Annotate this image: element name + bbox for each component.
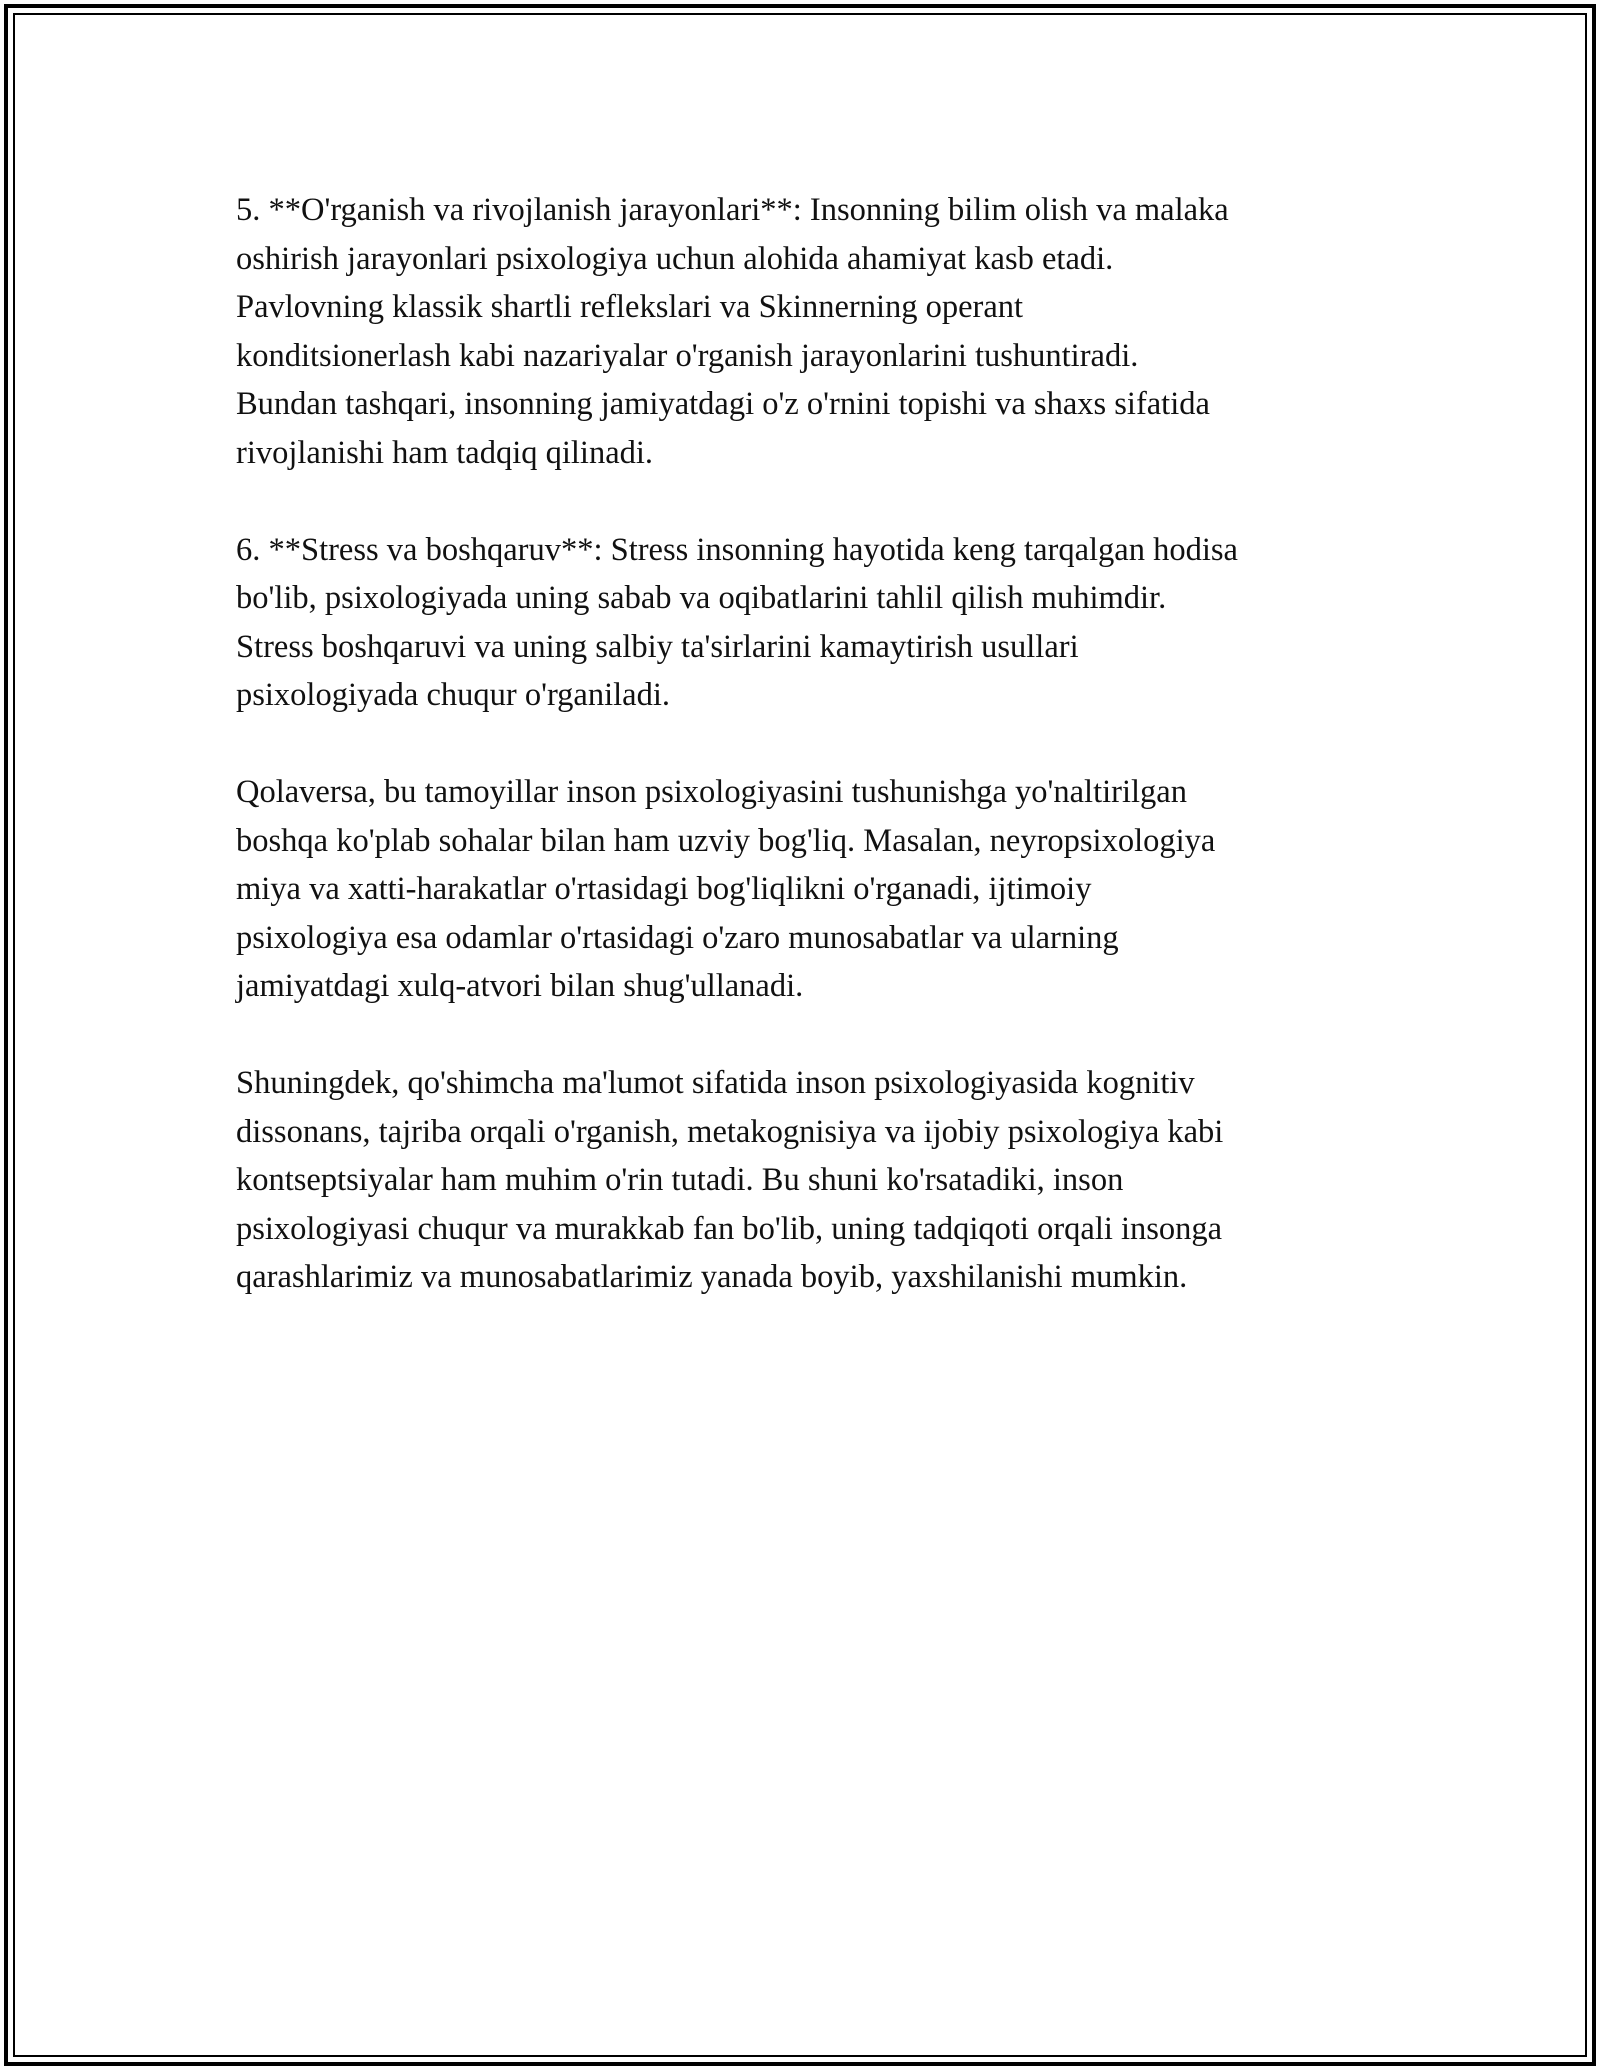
paragraph-stress-management: 6. **Stress va boshqaruv**: Stress insonning hayotida keng tarqalgan hodisa bo'lib, psixologiyada uning sabab va oqibatlarini tahlil qilish muhimdir. Stress boshqaruvi va uning salbiy ta'sirlarini kamaytirish usullari psixologiyada chuqur o'rganiladi. (236, 531, 1238, 713)
document-body (236, 186, 1386, 1350)
paragraph-related-fields: Qolaversa, bu tamoyillar inson psixologiyasini tushunishga yo'naltirilgan boshqa ko'plab sohalar bilan ham uzviy bog'liq. Masalan, neyropsixologiya miya va xatti-harakatlar o'rtasidagi bog'liqlikni o'rganadi, ijtimoiy psixologiya esa odamlar o'rtasidagi o'zaro munosabatlar va ularning jamiyatdagi xulq-atvori bilan shug'ullanadi. (236, 774, 1216, 1004)
paragraph-learning-development: 5. **O'rganish va rivojlanish jarayonlari**: Insonning bilim olish va malaka oshirish jarayonlari psixologiya uchun alohida ahamiyat kasb etadi. Pavlovning klassik shartli reflekslari va Skinnerning operant konditsionerlash kabi nazariyalar o'rganish jarayonlarini tushuntiradi. Bundan tashqari, insonning jamiyatdagi o'z o'rnini topishi va shaxs sifatida rivojlanishi ham tadqiq qilinadi. (236, 192, 1229, 471)
paragraph-additional-concepts: Shuningdek, qo'shimcha ma'lumot sifatida inson psixologiyasida kognitiv dissonans, tajriba orqali o'rganish, metakognisiya va ijobiy psixologiya kabi kontseptsiyalar ham muhim o'rin tutadi. Bu shuni ko'rsatadiki, inson psixologiyasi chuqur va murakkab fan bo'lib, uning tadqiqoti orqali insonga qarashlarimiz va munosabatlarimiz yanada boyib, yaxshilanishi mumkin. (236, 1065, 1224, 1295)
